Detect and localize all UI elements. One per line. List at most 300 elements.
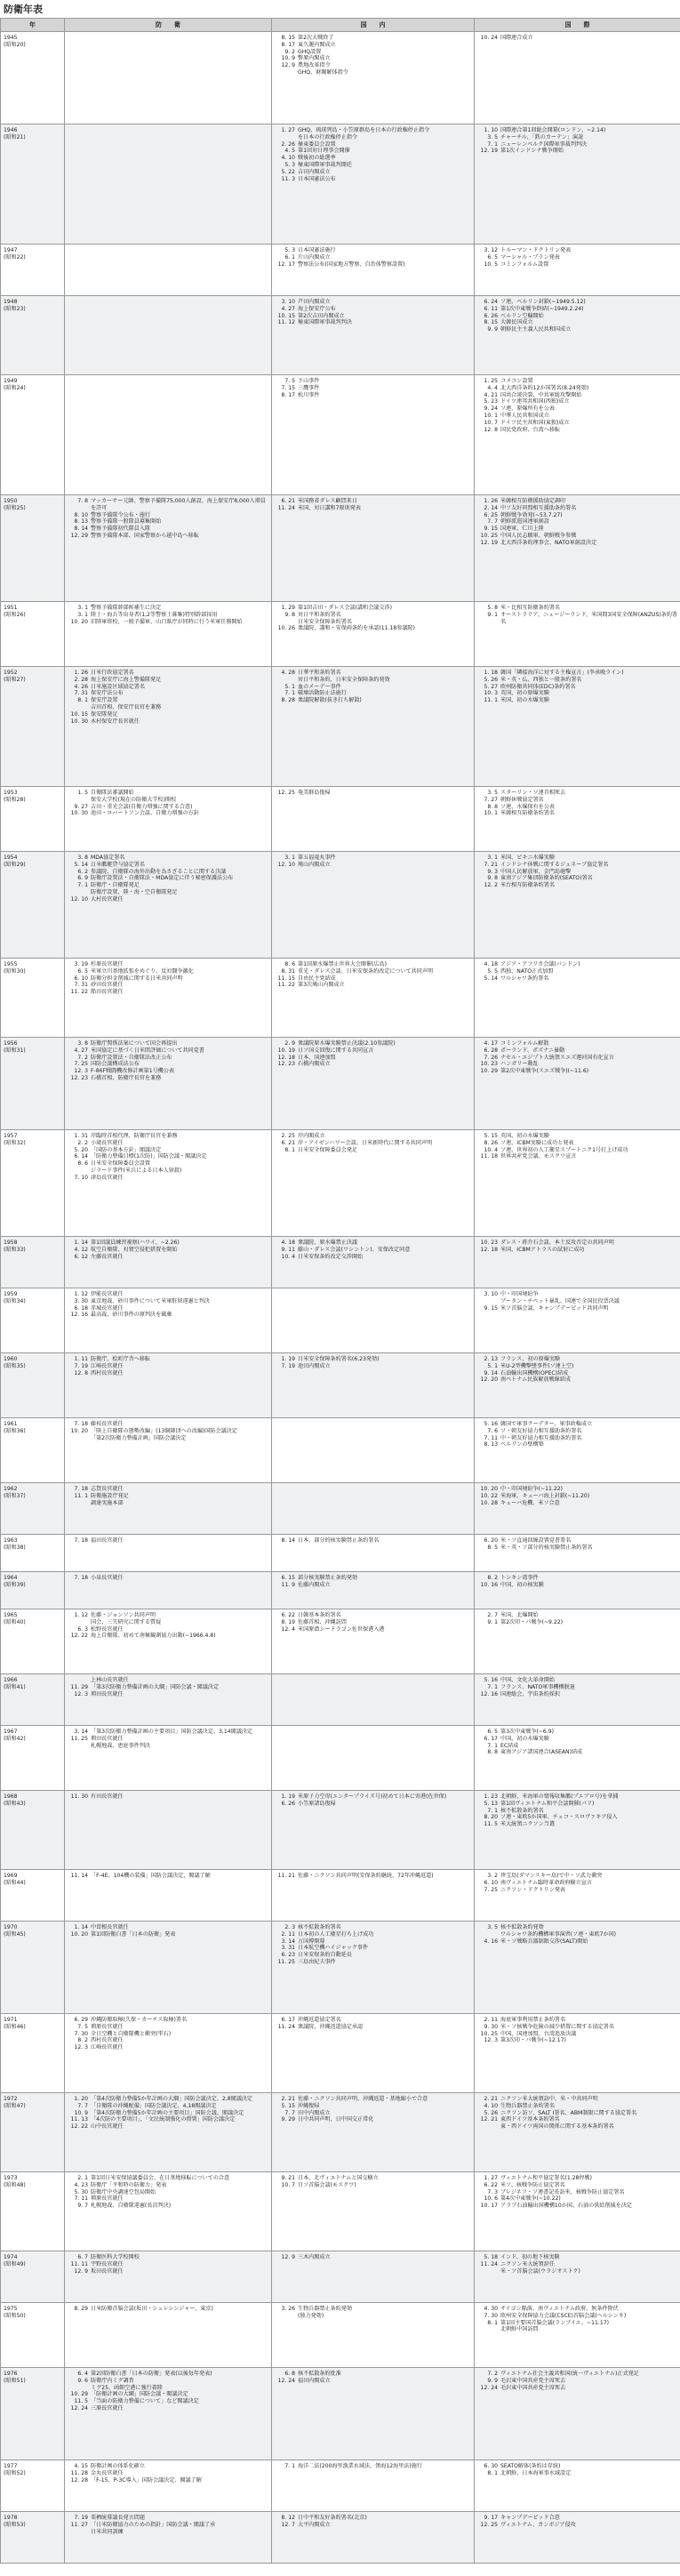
event-entry — [476, 2123, 678, 2131]
event-entry — [274, 2024, 472, 2031]
event-date: 3. 10 — [484, 1291, 498, 1297]
event-text: 沖縄返還協定署名 — [298, 2017, 341, 2023]
event-date — [67, 1743, 91, 1750]
event-text: 朝鮮休戦協定署名 — [500, 796, 544, 803]
international-cell — [475, 296, 680, 375]
event-date: 7. 7 — [77, 2102, 88, 2109]
event-text: 米大統領ニクソン当選 — [500, 1821, 555, 1828]
event-text: 南ベトナム民族解放戦線結成 — [500, 1376, 571, 1384]
event-entry — [274, 855, 472, 862]
event-entry — [67, 2254, 269, 2261]
event-text: 日米共同訓練 — [91, 2528, 124, 2535]
event-entry — [274, 790, 472, 797]
event-date: 11. 25 — [277, 1958, 295, 1965]
event-date: 5. 20 — [74, 1146, 88, 1153]
year-label: 1977 — [4, 2463, 18, 2469]
event-text: 中国、国連加盟、台湾追放決議 — [500, 2030, 577, 2037]
event-text: 中国人民解放軍、金門島砲撃 — [500, 868, 572, 875]
year-label: (昭和33) — [4, 1246, 26, 1253]
year-label: 1961 — [4, 1421, 18, 1427]
event-entry — [476, 790, 678, 797]
event-entry — [274, 1133, 472, 1140]
event-text: 藤山・ダレス会談(ワシントン)、安保改定同意 — [298, 1246, 411, 1253]
event-text: ソ連、水爆保有を公表 — [500, 803, 555, 810]
event-text: 第2次印・パ戦争(~9.22) — [500, 1618, 563, 1625]
event-entry — [274, 2254, 472, 2261]
event-entry — [476, 1931, 678, 1938]
year-label: 1956 — [4, 1040, 18, 1047]
year-label: 1968 — [4, 1794, 18, 1800]
event-text: 佐藤・ジョンソン共同声明 — [91, 1612, 156, 1618]
event-text: 全日空機と自衛隊機と衝突(雫石) — [91, 2030, 172, 2037]
event-text: ベルリンの壁構築 — [500, 1441, 544, 1448]
event-date: 8. 31 — [281, 967, 295, 975]
header-year: 年 — [1, 19, 65, 32]
event-text: 旧陸軍将校、一般予備軍、山口県庁が同時に行う米軍任務開始 — [91, 618, 243, 625]
event-date: 1. 5 — [77, 790, 88, 796]
domestic-cell — [272, 1922, 475, 2014]
event-date: 10. 20 — [70, 618, 88, 625]
event-text: ニューレンベルク国際軍事裁判判決 — [500, 140, 588, 148]
event-text: MDA協定署名 — [91, 855, 125, 861]
international-cell — [475, 375, 680, 495]
event-text: 防衛庁設置、陸・海・空自衛隊発足 — [91, 888, 178, 895]
event-entry — [274, 134, 472, 141]
event-text: 国共合谈決裂、中共軍総攻撃開始 — [500, 391, 582, 398]
year-label: (昭和45) — [4, 1930, 26, 1938]
year-label: (昭和25) — [4, 504, 26, 511]
event-date: 7. 1 — [487, 140, 498, 148]
international-cell — [475, 1535, 680, 1572]
event-text: 有田長官就任 — [91, 1794, 124, 1800]
event-entry — [476, 1924, 678, 1931]
event-date — [274, 2313, 298, 2320]
event-text: マッカーサー元帥、警察予備隊75,000人創設、海上保安庁8,000人増員を許可 — [91, 498, 266, 511]
event-entry — [476, 1736, 678, 1743]
event-date: 4. 4 — [487, 384, 498, 391]
event-text: 日ソ首脳会談(モスクワ) — [298, 2181, 356, 2188]
event-date: 10. 16 — [480, 1581, 498, 1588]
event-text: 自由民主党結成 — [298, 975, 336, 982]
event-text: 防衛庁内ミグ調査 — [91, 2377, 134, 2384]
defense-cell — [65, 375, 272, 495]
event-date: 8. 1 — [77, 697, 88, 704]
event-entry — [274, 1363, 472, 1370]
event-date: 5. 26 — [484, 676, 498, 683]
event-date: 3. 10 — [281, 299, 295, 305]
table-row — [1, 959, 680, 1038]
event-date: 4. 12 — [74, 1246, 88, 1253]
event-date: 12. 3 — [74, 1690, 88, 1697]
event-date: 7. 6 — [487, 1427, 498, 1434]
event-text: 中国、初の核実験 — [500, 1581, 544, 1588]
event-entry — [476, 261, 678, 269]
event-text: 海上保安庁に海上警備隊発足 — [91, 676, 162, 683]
event-text: 日米防衛首脳会談(坂田・シュレシンジャー、東京) — [91, 2306, 213, 2312]
event-text: 山中長官就任 — [91, 2123, 124, 2131]
event-date: 7. 1 — [77, 882, 88, 889]
event-text: 「F-15、P-3C導入」国防会議決定、閣議了解 — [91, 2476, 202, 2484]
international-cell — [475, 1870, 680, 1922]
year-label: 1970 — [4, 1924, 18, 1930]
event-date: 4. 5 — [284, 148, 295, 155]
event-text: 石橋首相、防衛庁長官を兼務 — [91, 1074, 162, 1081]
event-text: 幣原内閣成立 — [298, 55, 331, 62]
event-date: 3. 14 — [281, 1938, 295, 1945]
event-text: 東南アジア諸国連合(ASEAN)結成 — [500, 1749, 583, 1756]
event-entry — [67, 1370, 269, 1377]
event-text: 日本、国連加盟 — [298, 1054, 336, 1061]
event-text: 江崎長官就任 — [91, 1362, 124, 1369]
year-label: 1946 — [4, 127, 18, 133]
event-text: 自衛隊法審議開始 — [91, 790, 134, 796]
international-cell — [475, 2368, 680, 2460]
event-entry — [476, 882, 678, 889]
event-date: 8. 2 — [487, 1575, 498, 1581]
event-date: 3. 30 — [74, 1297, 88, 1304]
defense-cell — [65, 1418, 272, 1483]
event-date — [67, 1677, 91, 1684]
event-entry — [274, 2463, 472, 2470]
event-date: 4. 10 — [484, 2102, 498, 2109]
event-date: 6. 5 — [77, 967, 88, 975]
defense-cell — [65, 2172, 272, 2251]
event-entry — [274, 299, 472, 306]
event-entry — [274, 2182, 472, 2189]
event-entry — [67, 711, 269, 718]
table-row — [1, 32, 680, 124]
event-text: GHQ、琉球列島・小笠原群島を日本の行政権停止指令 — [298, 127, 430, 133]
defense-cell — [65, 1237, 272, 1288]
domestic-cell — [272, 2303, 475, 2368]
event-date: 8. 2 — [77, 2037, 88, 2044]
event-entry — [67, 1743, 269, 1750]
domestic-cell — [272, 959, 475, 1038]
event-date: 5. 22 — [281, 168, 295, 175]
event-text: 第3次中東戦争(~6.9) — [500, 1729, 554, 1735]
event-entry — [67, 896, 269, 903]
event-date: 3. 1 — [284, 855, 295, 861]
event-date: 12. 24 — [70, 2404, 88, 2411]
defense-cell — [65, 495, 272, 602]
event-text: 「4次防の主要項目」、「文民統制強化の措置」国防会議決定 — [91, 2116, 236, 2123]
event-entry — [67, 1068, 269, 1075]
event-date: 7. 10 — [74, 1174, 88, 1181]
domestic-cell — [272, 2093, 475, 2172]
event-entry — [274, 1240, 472, 1247]
event-text: 欧州安全保障協力会議(CSCE)首脳会議(ヘルシンキ) — [500, 2312, 627, 2319]
event-text: 藤枝長官就任 — [91, 1421, 124, 1427]
domestic-cell — [272, 296, 475, 375]
event-date: 12. 8 — [484, 426, 498, 433]
year-cell — [1, 2251, 65, 2303]
year-label: 1955 — [4, 961, 18, 967]
defense-cell — [65, 1572, 272, 1609]
event-entry — [476, 697, 678, 704]
event-date: 9. 1 — [487, 611, 498, 618]
event-entry — [476, 35, 678, 42]
domestic-cell — [272, 1237, 475, 1288]
event-text: 北朝鮮、日本海軍事水域設定 — [500, 2469, 572, 2476]
event-text: トンキン湾事件 — [500, 1575, 539, 1581]
year-label: (昭和44) — [4, 1879, 26, 1886]
event-entry — [67, 1160, 269, 1168]
event-text: 米海軍、キューバ海上封鎖(~11.20) — [500, 1492, 590, 1499]
event-entry — [274, 2306, 472, 2313]
event-text: 防衛分担金削減に関する日米共同声明 — [91, 975, 183, 982]
event-text: 米国、北爆開始 — [500, 1612, 539, 1618]
event-entry — [274, 261, 472, 269]
event-date: 9. 1 — [487, 1618, 498, 1625]
event-date: 6. 26 — [281, 1800, 295, 1807]
event-text: 北大西洋条約理事会、NATO軍創設決定 — [500, 539, 597, 546]
event-text: ソ連、ベルリン封鎖(~1949.5.12) — [500, 299, 586, 305]
event-text: 池田・ロバートソン会談、自衛力増強の方針 — [91, 810, 199, 817]
event-date: 10. 24 — [480, 35, 498, 41]
event-text: 札幌地裁、恵庭事件判決 — [91, 1742, 151, 1749]
event-entry — [476, 254, 678, 261]
event-text: 「第3次防衛力整備計画の大綱」国防会議・閣議決定 — [91, 1683, 220, 1690]
event-date: 3. 5 — [487, 1924, 498, 1930]
event-text: 重光・ダレス会談、日米安保条約改定について共同声明 — [298, 967, 434, 975]
domestic-cell — [272, 1288, 475, 1353]
event-text: 第1次中東戦争終結(~1949.2.24) — [500, 305, 584, 312]
event-entry — [476, 2103, 678, 2110]
event-entry — [67, 1421, 269, 1428]
event-date — [67, 797, 91, 804]
international-cell — [475, 495, 680, 602]
international-cell — [475, 2251, 680, 2303]
event-date: 12. 3 — [484, 2037, 498, 2044]
event-entry — [67, 670, 269, 677]
event-entry — [476, 2378, 678, 2385]
event-date: 10. 1 — [484, 810, 498, 817]
event-date: 5. 8 — [487, 605, 498, 611]
event-text: 衆議院、沖縄返還協定承認 — [298, 2023, 364, 2030]
event-entry — [476, 1821, 678, 1828]
event-date: 6. 10 — [74, 975, 88, 982]
event-text: 極東国際軍事裁判判決 — [298, 319, 352, 326]
event-date: 1. 26 — [74, 670, 88, 676]
event-date: 3. 26 — [281, 2306, 295, 2312]
event-text: 日米安全保障条約署名(6.23発効) — [298, 1356, 380, 1362]
event-text: EC結成 — [500, 1742, 519, 1749]
year-cell — [1, 1791, 65, 1870]
event-entry — [476, 1582, 678, 1589]
event-entry — [67, 1575, 269, 1582]
event-entry — [67, 1677, 269, 1684]
event-entry — [274, 378, 472, 385]
event-date: 2. 11 — [484, 2017, 498, 2023]
event-entry — [67, 1356, 269, 1363]
event-date: 8. 1 — [487, 2469, 498, 2476]
event-text: 国際連合成立 — [500, 35, 533, 41]
event-entry — [274, 2515, 472, 2522]
event-date: 6. 9 — [77, 875, 88, 882]
event-date: 4. 18 — [281, 1240, 295, 1246]
event-entry — [476, 2175, 678, 2182]
event-text: 防衛庁設置法・自衛隊法改正公布 — [91, 1054, 172, 1061]
event-text: 片山内閣成立 — [298, 253, 331, 261]
defense-cell — [65, 1288, 272, 1353]
event-entry — [476, 2515, 678, 2522]
year-label: 1945 — [4, 35, 18, 41]
event-text: ニクソン米大統領辞任 — [500, 2260, 555, 2267]
table-row — [1, 2251, 680, 2303]
event-entry — [476, 968, 678, 975]
event-date: 4. 30 — [484, 2306, 498, 2312]
defense-cell — [65, 2303, 272, 2368]
event-date: 2. 14 — [484, 504, 498, 511]
event-date: 1. 19 — [281, 1356, 295, 1362]
event-date: 1. 18 — [484, 670, 498, 676]
event-date — [67, 1500, 91, 1507]
event-entry — [67, 2371, 269, 2378]
event-text: 第2次吉田内閣成立 — [298, 312, 345, 319]
event-entry — [67, 2515, 269, 2522]
event-text: 第3次鳩山内閣成立 — [298, 982, 345, 989]
event-text: 第2次大戦終了 — [298, 35, 334, 41]
event-date: 8. 14 — [281, 1537, 295, 1544]
table-row — [1, 1674, 680, 1726]
event-entry — [476, 855, 678, 862]
event-text: 左藤長官就任 — [91, 1253, 124, 1260]
event-text: 国連総会、宇宙条約採択 — [500, 1690, 561, 1697]
event-entry — [476, 1428, 678, 1435]
event-entry — [274, 1047, 472, 1055]
event-entry — [274, 1801, 472, 1808]
event-text: ハンガリー動乱 — [500, 1061, 539, 1068]
table-row — [1, 1791, 680, 1870]
international-cell — [475, 2014, 680, 2093]
event-date: 9. 17 — [484, 2515, 498, 2521]
year-label: (昭和51) — [4, 2377, 26, 2384]
event-date: 11. 22 — [277, 982, 295, 989]
event-text: 増田長官就任 — [91, 1690, 124, 1697]
event-date: 9. 15 — [484, 1304, 498, 1312]
event-entry — [67, 1619, 269, 1626]
event-entry — [67, 2096, 269, 2103]
event-text: 芦田内閣成立 — [298, 299, 331, 305]
event-date: 4. 15 — [74, 2463, 88, 2469]
defense-cell — [65, 1726, 272, 1791]
event-entry — [67, 2268, 269, 2275]
event-text: 核不拡散条約批准 — [298, 2371, 341, 2377]
event-text: 大平内閣成立 — [298, 2521, 331, 2528]
event-date: 1. 20 — [74, 2096, 88, 2102]
event-entry — [476, 2522, 678, 2529]
event-text: 米原子力空母(エンタープライズ号)初めて日本に寄港(佐世保) — [298, 1794, 447, 1800]
event-date — [476, 2123, 500, 2131]
event-date: 10. 30 — [70, 810, 88, 817]
event-date: 11. 18 — [480, 1153, 498, 1160]
year-label: 1951 — [4, 605, 18, 611]
event-entry — [274, 505, 472, 512]
event-text: 破壊活動防止法施行 — [298, 690, 347, 697]
event-date: 8. 20 — [484, 1814, 498, 1821]
year-cell — [1, 1609, 65, 1674]
event-entry — [476, 797, 678, 804]
international-cell — [475, 787, 680, 852]
event-date: 1. 29 — [281, 605, 295, 611]
event-entry — [476, 1545, 678, 1552]
event-date: 12. 23 — [70, 1074, 88, 1081]
table-row — [1, 2093, 680, 2172]
year-label: 1952 — [4, 670, 18, 676]
event-entry — [476, 1140, 678, 1147]
event-text: 小滝長官就任 — [91, 1139, 124, 1146]
event-text: 海上自衛隊、初めて南極観測協力出動(~1966.4.8) — [91, 1633, 216, 1640]
defense-cell — [65, 852, 272, 959]
event-entry — [476, 670, 678, 677]
event-entry — [476, 862, 678, 869]
year-label: 1969 — [4, 1873, 18, 1879]
table-row — [1, 1038, 680, 1130]
event-entry — [67, 1298, 269, 1305]
event-date: 11. 22 — [70, 989, 88, 996]
event-date — [476, 1931, 500, 1938]
event-text: 日中平和友好条約署名(北京) — [298, 2515, 367, 2521]
event-text: 大韓民国成立 — [500, 319, 533, 326]
event-entry — [476, 127, 678, 134]
event-text: 調達実施本部 — [91, 1499, 124, 1506]
event-entry — [476, 1500, 678, 1507]
event-date — [274, 69, 298, 76]
defense-cell — [65, 1130, 272, 1237]
event-text: ナセル・エジプト大統領スエズ運河国有化宣言 — [500, 1054, 614, 1061]
table-row — [1, 2460, 680, 2512]
year-cell — [1, 1353, 65, 1418]
event-date: 12. 24 — [277, 2377, 295, 2384]
table-row — [1, 1922, 680, 2014]
event-date — [274, 677, 298, 684]
event-text: 吉田内閣成立 — [298, 168, 331, 175]
year-label: (昭和49) — [4, 2260, 26, 2267]
event-text: キャンプデービッド合意 — [500, 2515, 560, 2521]
event-date: 1. 12 — [74, 1612, 88, 1618]
event-entry — [67, 1168, 269, 1175]
year-label: (昭和27) — [4, 676, 26, 683]
event-date: 4. 18 — [484, 961, 498, 967]
event-text: GHQ、財閥解体指令 — [298, 68, 348, 76]
event-date: 11. 24 — [277, 2023, 295, 2030]
event-text: 第2次中東戦争(スエズ戦争)(~11.6) — [500, 1068, 589, 1075]
defense-cell — [65, 1609, 272, 1674]
event-entry — [476, 1873, 678, 1880]
event-entry — [476, 405, 678, 413]
event-entry — [274, 1147, 472, 1154]
year-cell — [1, 2512, 65, 2564]
event-date: 8. 5 — [487, 1544, 498, 1551]
event-text: 日米安全保障委員会発足 — [298, 1146, 358, 1153]
event-date: 7. 26 — [484, 1054, 498, 1061]
event-text: 保安大学校(現在の防衛大学校)開校 — [91, 796, 177, 803]
event-date: 7. 5 — [77, 2023, 88, 2030]
event-text: 国連軍、仁川上陸 — [500, 526, 544, 533]
event-text: ワルシャワ条約機構軍事演習(ソ連・東欧7か国) — [500, 1930, 617, 1938]
event-entry — [476, 2024, 678, 2031]
event-entry — [67, 989, 269, 996]
event-date: 12. 19 — [480, 148, 498, 155]
year-label: 1953 — [4, 790, 18, 796]
event-text: ソ連、世界初の人工衛星スプートニク1号打上げ成功 — [500, 1146, 628, 1153]
event-entry — [476, 378, 678, 385]
event-entry — [274, 1140, 472, 1147]
year-label: 1972 — [4, 2096, 18, 2102]
event-text: 第1回主要国首脳会議(ランブイエ、~11.17) — [500, 2319, 609, 2326]
event-text: 松野長官就任 — [91, 1625, 124, 1633]
year-label: (昭和52) — [4, 2469, 26, 2476]
